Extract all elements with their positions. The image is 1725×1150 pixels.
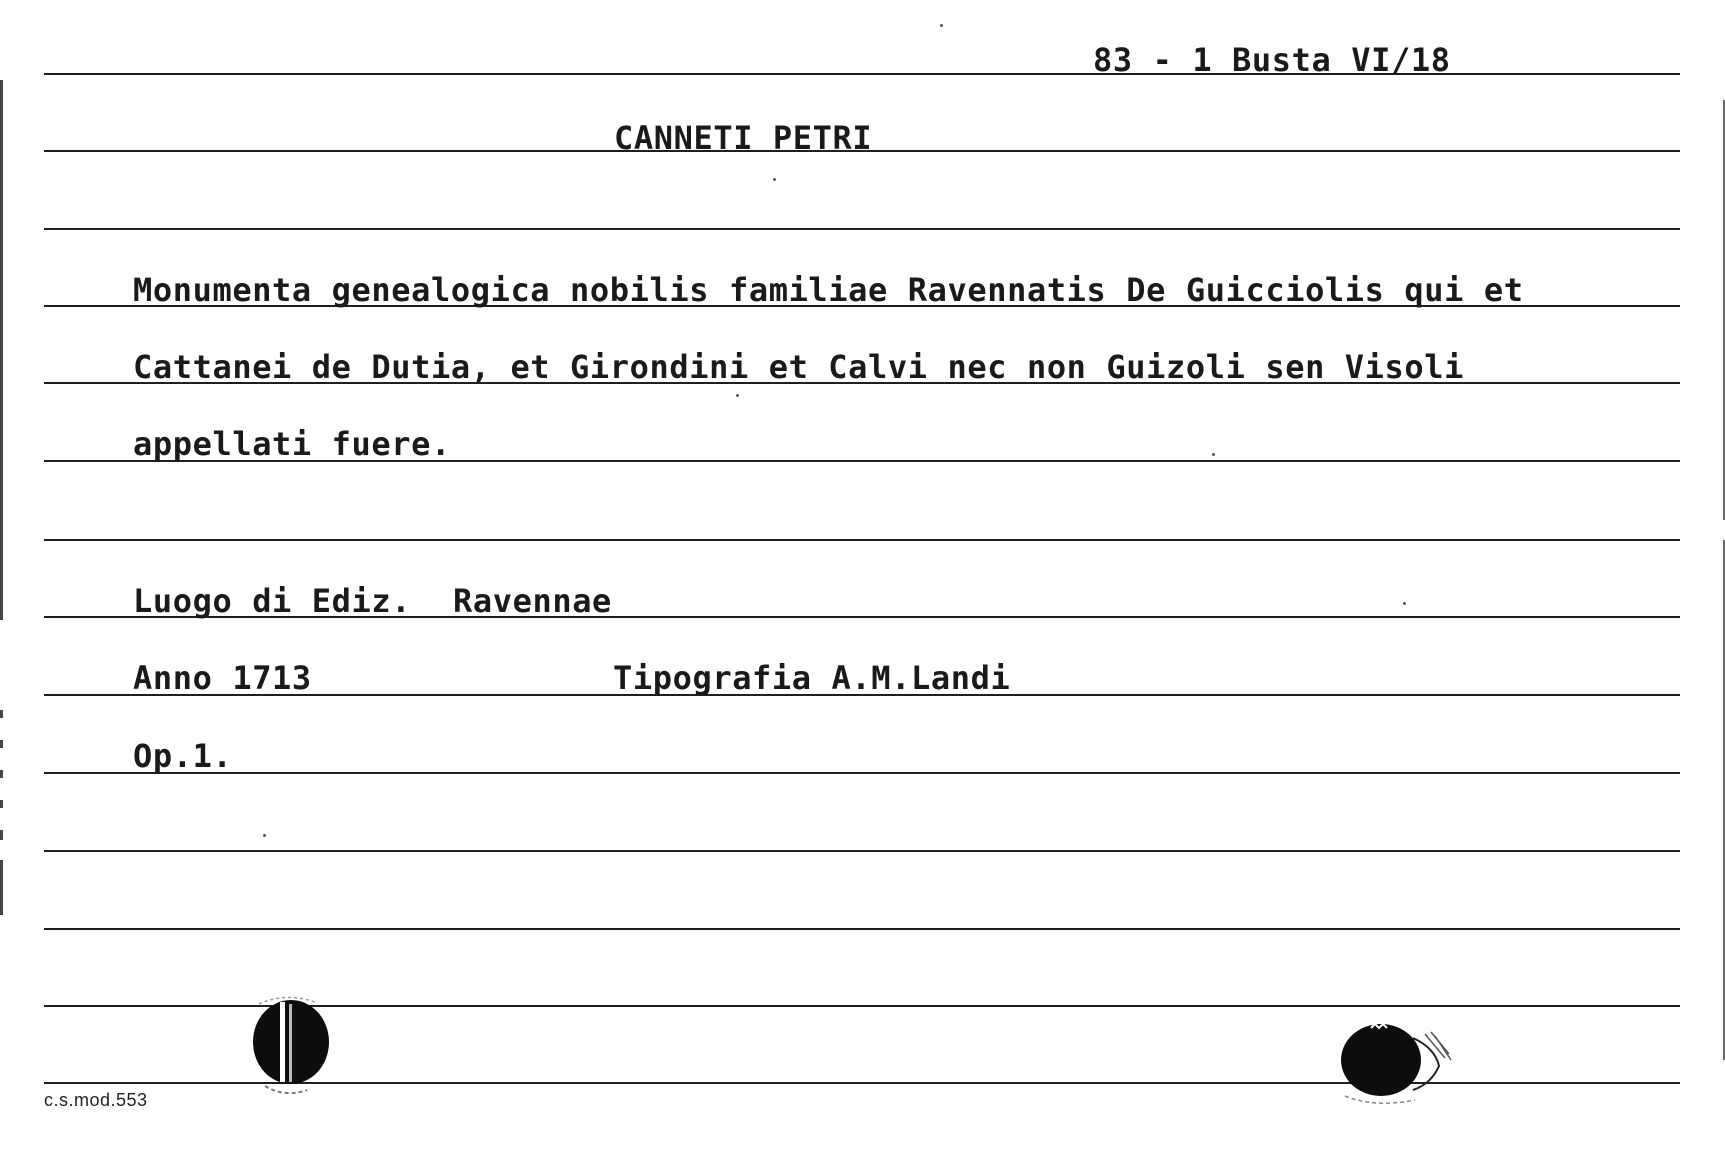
author-heading: CANNETI PETRI	[614, 119, 873, 157]
card-edge	[0, 860, 3, 915]
printer: Tipografia A.M.Landi	[613, 659, 1011, 697]
card-edge	[0, 740, 3, 748]
title-line: appellati fuere.	[133, 425, 451, 463]
title-line: Monumenta genealogica nobilis familiae Ravennatis De Guicciolis qui et	[133, 271, 1524, 309]
card-edge	[0, 800, 3, 808]
card-edge	[0, 710, 3, 718]
speck	[773, 178, 776, 181]
ruled-line	[44, 850, 1680, 852]
card-edge	[0, 80, 3, 620]
place-label: Luogo di Ediz.	[133, 582, 412, 620]
form-code: c.s.mod.553	[44, 1090, 148, 1110]
ruled-line	[44, 928, 1680, 930]
ruled-line	[44, 539, 1680, 541]
title-line: Cattanei de Dutia, et Girondini et Calvi nec non Guizoli sen Visoli	[133, 348, 1464, 386]
speck	[263, 834, 266, 837]
punch-hole-icon	[245, 994, 345, 1104]
shelfmark: 83 - 1 Busta VI/18	[1093, 41, 1451, 79]
card-edge	[0, 830, 3, 840]
card-edge	[0, 770, 3, 778]
speck	[940, 24, 943, 27]
place-value: Ravennae	[453, 582, 612, 620]
ruled-line	[44, 228, 1680, 230]
year-label: Anno 1713	[133, 659, 312, 697]
extent: Op.1.	[133, 737, 233, 775]
ruled-line	[44, 772, 1680, 774]
punch-hole-icon	[1335, 1018, 1465, 1108]
speck	[1403, 602, 1406, 605]
speck	[1212, 453, 1215, 456]
speck	[736, 394, 739, 397]
